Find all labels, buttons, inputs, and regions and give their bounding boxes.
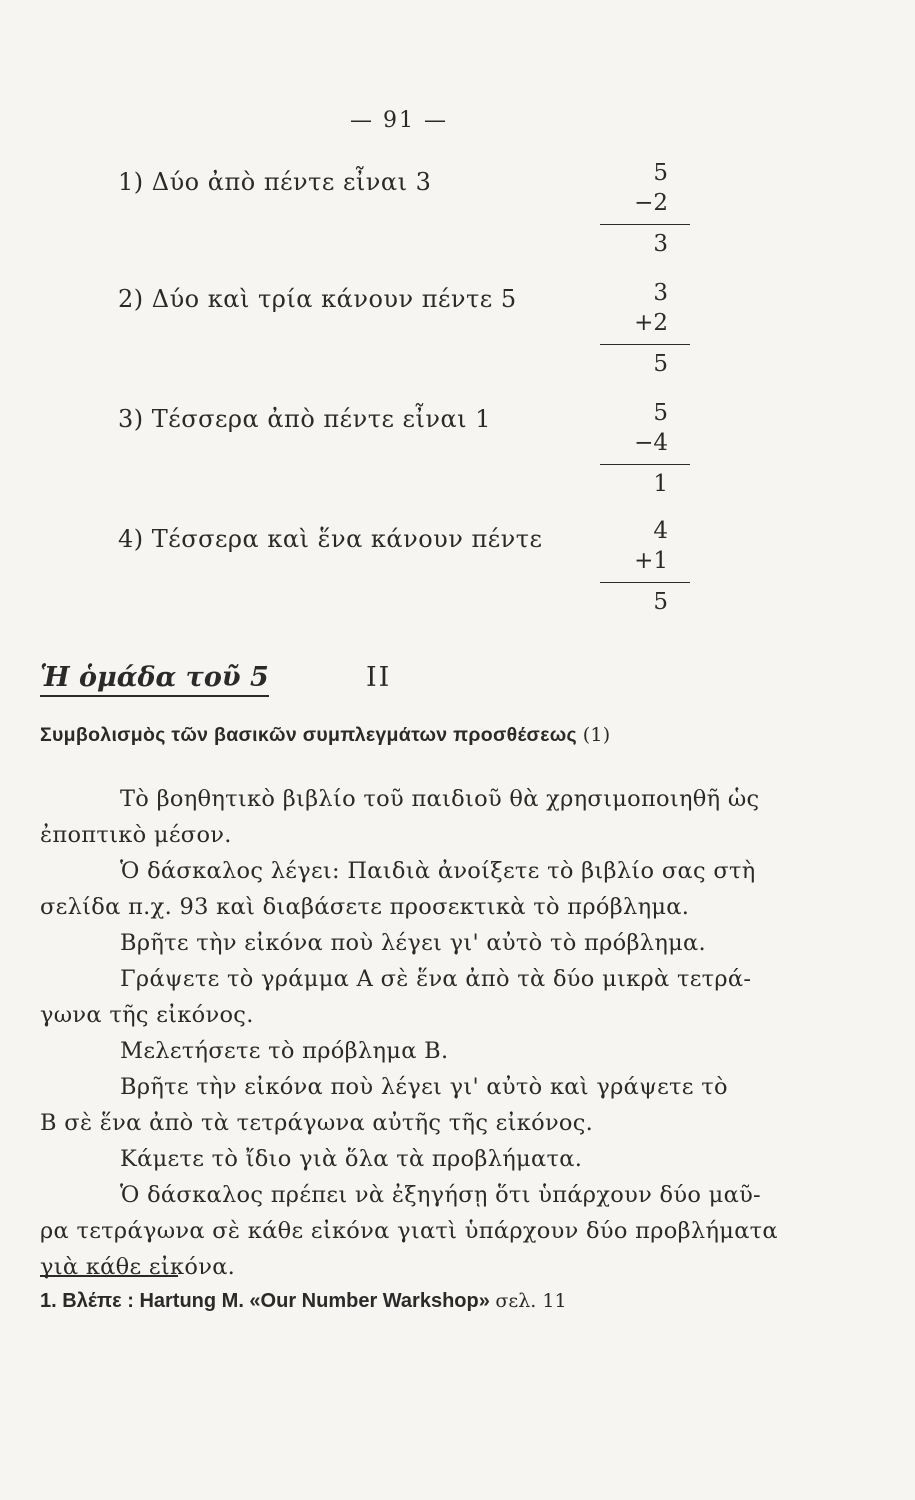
footnote-reference: (1) bbox=[582, 724, 611, 746]
subtitle-text: Συμβολισμὸς τῶν βασικῶν συμπλεγμάτων προσθέσεως bbox=[40, 724, 577, 746]
body-line: Βρῆτε τὴν εἰκόνα ποὺ λέγει γι' αὐτὸ τὸ πρόβλημα. bbox=[120, 930, 706, 956]
body-line: γιὰ κάθε εἰκόνα. bbox=[40, 1254, 236, 1280]
footnote-marker: 1. bbox=[40, 1290, 57, 1312]
footnote-citation: Hartung M. «Our Number Warkshop» bbox=[139, 1290, 490, 1312]
footnote bbox=[40, 1290, 567, 1313]
body-line: Κάμετε τὸ ἴδιο γιὰ ὅλα τὰ προβλήματα. bbox=[120, 1146, 583, 1172]
exercise-2-text: 2) Δύο καὶ τρία κάνουν πέντε 5 bbox=[118, 285, 517, 313]
section-title: Ἡ ὁμάδα τοῦ 5 bbox=[40, 662, 269, 697]
body-line: Τὸ βοηθητικὸ βιβλίο τοῦ παιδιοῦ θὰ χρησιμοποιηθῆ ὡς bbox=[120, 786, 760, 812]
exercise-1-rule bbox=[600, 224, 690, 225]
exercise-3-text: 3) Τέσσερα ἀπὸ πέντε εἶναι 1 bbox=[118, 405, 491, 433]
body-line: Βρῆτε τὴν εἰκόνα ποὺ λέγει γι' αὐτὸ καὶ γράψετε τὸ bbox=[120, 1074, 728, 1100]
exercise-4-top: 4 bbox=[653, 518, 668, 544]
exercise-4-text: 4) Τέσσερα καὶ ἕνα κάνουν πέντε bbox=[118, 525, 543, 553]
body-line: Γράψετε τὸ γράμμα Α σὲ ἕνα ἀπὸ τὰ δύο μικρὰ τετρά- bbox=[120, 966, 752, 992]
exercise-1-calculation bbox=[600, 158, 690, 259]
exercise-2-rule bbox=[600, 344, 690, 345]
section-number: II bbox=[366, 662, 392, 693]
exercise-1-bottom: −2 bbox=[634, 190, 668, 216]
exercise-3-bottom: −4 bbox=[634, 430, 668, 456]
exercise-1-top: 5 bbox=[653, 160, 668, 186]
body-line: γωνα τῆς εἰκόνος. bbox=[40, 1002, 254, 1028]
exercise-4-bottom: +1 bbox=[634, 548, 668, 574]
page-number: — 91 — bbox=[350, 108, 448, 133]
exercise-4-result: 5 bbox=[653, 589, 668, 615]
exercise-1-result: 3 bbox=[653, 231, 668, 257]
body-line: ἐποπτικὸ μέσον. bbox=[40, 822, 232, 848]
body-line: Ὁ δάσκαλος πρέπει νὰ ἐξηγήσῃ ὅτι ὑπάρχουν δύο μαῦ- bbox=[120, 1182, 761, 1208]
exercise-2-result: 5 bbox=[653, 351, 668, 377]
exercise-3-calculation bbox=[600, 398, 690, 499]
exercise-2-top: 3 bbox=[653, 280, 668, 306]
exercise-3-top: 5 bbox=[653, 400, 668, 426]
body-line: Μελετήσετε τὸ πρόβλημα Β. bbox=[120, 1038, 449, 1064]
exercise-2-calculation bbox=[600, 278, 690, 379]
section-subtitle bbox=[40, 724, 611, 747]
exercise-2-bottom: +2 bbox=[634, 310, 668, 336]
exercise-4-calculation bbox=[600, 516, 690, 617]
exercise-4-rule bbox=[600, 582, 690, 583]
footnote-page: σελ. 11 bbox=[495, 1290, 567, 1312]
body-line: Ὁ δάσκαλος λέγει: Παιδιὰ ἀνοίξετε τὸ βιβλίο σας στὴ bbox=[120, 858, 756, 884]
exercise-3-result: 1 bbox=[653, 471, 668, 497]
exercise-3-rule bbox=[600, 464, 690, 465]
footnote-see: Βλέπε : bbox=[62, 1290, 134, 1312]
body-line: Β σὲ ἕνα ἀπὸ τὰ τετράγωνα αὐτῆς τῆς εἰκόνος. bbox=[40, 1110, 594, 1136]
footnote-divider bbox=[40, 1275, 178, 1277]
body-line: ρα τετράγωνα σὲ κάθε εἰκόνα γιατὶ ὑπάρχουν δύο προβλήματα bbox=[40, 1218, 778, 1244]
body-line: σελίδα π.χ. 93 καὶ διαβάσετε προσεκτικὰ τὸ πρόβλημα. bbox=[40, 894, 690, 920]
exercise-1-text: 1) Δύο ἀπὸ πέντε εἶναι 3 bbox=[118, 168, 432, 196]
